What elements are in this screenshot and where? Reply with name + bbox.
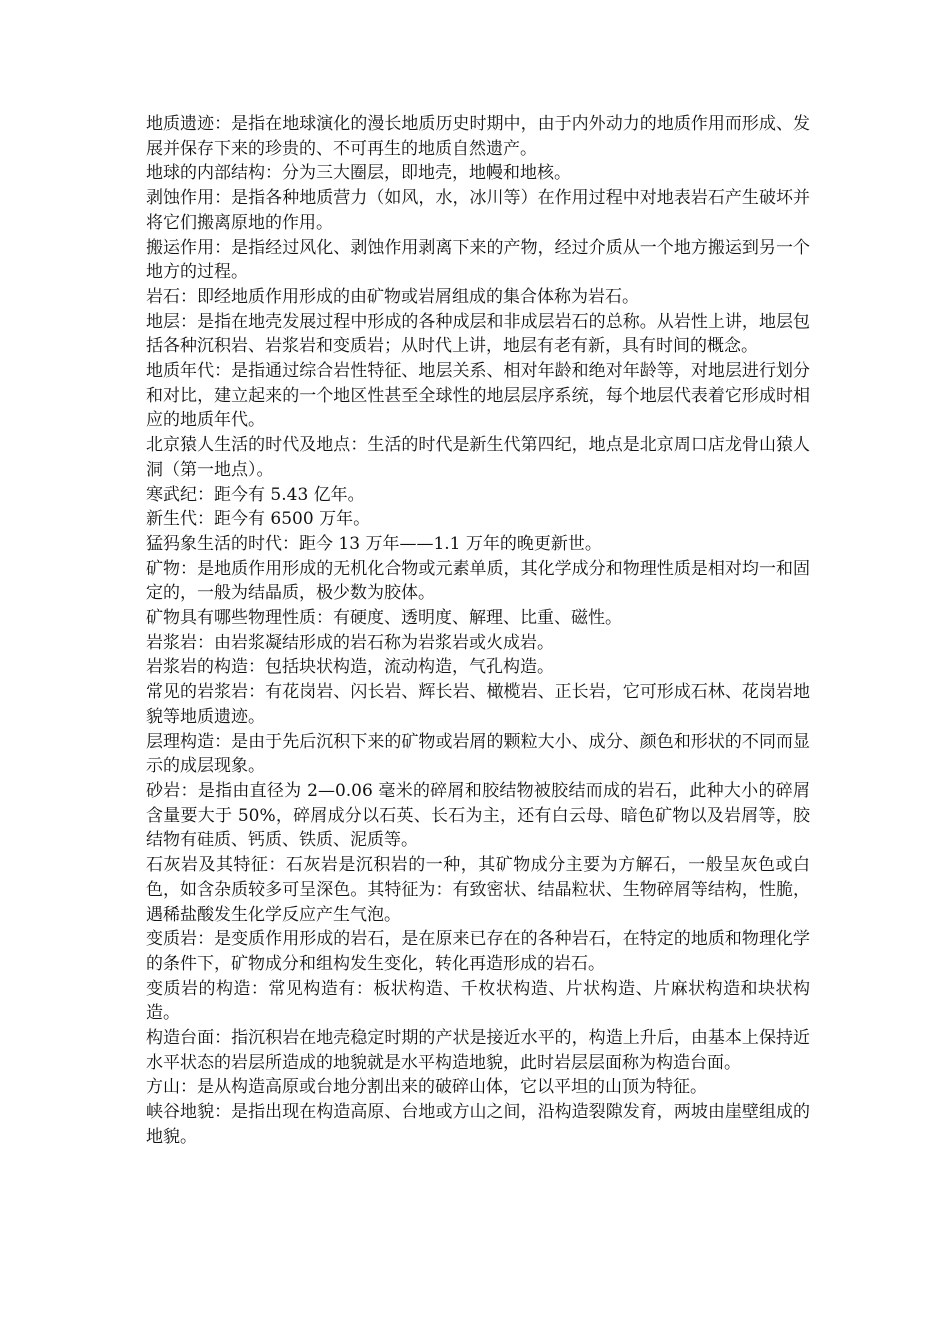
entry-mineral: 矿物：是地质作用形成的无机化合物或元素单质，其化学成分和物理性质是相对均一和固定的，一般为结晶质，极少数为胶体。 xyxy=(146,558,810,604)
entry-mesa: 方山：是从构造高原或台地分割出来的破碎山体，它以平坦的山顶为特征。 xyxy=(146,1077,707,1098)
entry-sandstone: 砂岩：是指由直径为 2—0.06 毫米的碎屑和胶结物被胶结而成的岩石，此种大小的碎屑含量要大于 50%，碎屑成分以石英、长石为主，还有白云母、暗色矿物以及岩屑等，胶结物有硅质、钙质、铁质、泥质等。 xyxy=(146,780,810,851)
entry-common-igneous: 常见的岩浆岩：有花岗岩、闪长岩、辉长岩、橄榄岩、正长岩，它可形成石林、花岗岩地貌等地质遗迹。 xyxy=(146,682,810,727)
entry-transportation: 搬运作用：是指经过风化、剥蚀作用剥离下来的产物，经过介质从一个地方搬运到另一个地方的过程。 xyxy=(146,237,810,283)
entry-stratum: 地层：是指在地壳发展过程中形成的各种成层和非成层岩石的总称。从岩性上讲，地层包括各种沉积岩、岩浆岩和变质岩；从时代上讲，地层有老有新，具有时间的概念。 xyxy=(146,311,810,357)
entry-bedding: 层理构造：是由于先后沉积下来的矿物或岩屑的颗粒大小、成分、颜色和形状的不同而显示的成层现象。 xyxy=(146,731,810,777)
entry-earth-structure: 地球的内部结构：分为三大圈层，即地壳，地幔和地核。 xyxy=(146,163,571,184)
entry-mammoth: 猛犸象生活的时代：距今 13 万年——1.1 万年的晚更新世。 xyxy=(146,533,602,554)
entry-cenozoic: 新生代：距今有 6500 万年。 xyxy=(146,509,371,530)
document-body xyxy=(146,112,810,1150)
entry-denudation: 剥蚀作用：是指各种地质营力（如风，水，冰川等）在作用过程中对地表岩石产生破坏并将它们搬离原地的作用。 xyxy=(146,188,810,233)
entry-structural-platform: 构造台面：指沉积岩在地壳稳定时期的产状是接近水平的，构造上升后，由基本上保持近水平状态的岩层所造成的地貌就是水平构造地貌，此时岩层层面称为构造台面。 xyxy=(146,1028,810,1073)
entry-limestone: 石灰岩及其特征：石灰岩是沉积岩的一种，其矿物成分主要为方解石，一般呈灰色或白色，如含杂质较多可呈深色。其特征为：有致密状、结晶粒状、生物碎屑等结构，性脆，遇稀盐酸发生化学反应产生气泡。 xyxy=(146,855,810,925)
entry-cambrian: 寒武纪：距今有 5.43 亿年。 xyxy=(146,484,365,505)
entry-igneous-structure: 岩浆岩的构造：包括块状构造，流动构造，气孔构造。 xyxy=(146,657,554,678)
entry-geological-heritage: 地质遗迹：是指在地球演化的漫长地质历史时期中，由于内外动力的地质作用而形成、发展并保存下来的珍贵的、不可再生的地质自然遗产。 xyxy=(146,114,810,159)
entry-geological-age: 地质年代：是指通过综合岩性特征、地层关系、相对年龄和绝对年龄等，对地层进行划分和对比，建立起来的一个地区性甚至全球性的地层层序系统，每个地层代表着它形成时相应的地质年代。 xyxy=(146,361,810,431)
entry-igneous-rock: 岩浆岩：由岩浆凝结形成的岩石称为岩浆岩或火成岩。 xyxy=(146,632,554,653)
entry-peking-man: 北京猿人生活的时代及地点：生活的时代是新生代第四纪，地点是北京周口店龙骨山猿人洞（第一地点）。 xyxy=(146,435,810,480)
entry-metamorphic-structure: 变质岩的构造：常见构造有：板状构造、千枚状构造、片状构造、片麻状构造和块状构造。 xyxy=(146,978,810,1024)
entry-rock: 岩石：即经地质作用形成的由矿物或岩屑组成的集合体称为岩石。 xyxy=(146,286,639,307)
entry-mineral-properties: 矿物具有哪些物理性质：有硬度、透明度、解理、比重、磁性。 xyxy=(146,608,622,629)
entry-metamorphic-rock: 变质岩：是变质作用形成的岩石，是在原来已存在的各种岩石，在特定的地质和物理化学的条件下，矿物成分和组构发生变化，转化再造形成的岩石。 xyxy=(146,929,810,974)
entry-canyon: 峡谷地貌：是指出现在构造高原、台地或方山之间，沿构造裂隙发育，两坡由崖壁组成的地貌。 xyxy=(146,1102,810,1147)
